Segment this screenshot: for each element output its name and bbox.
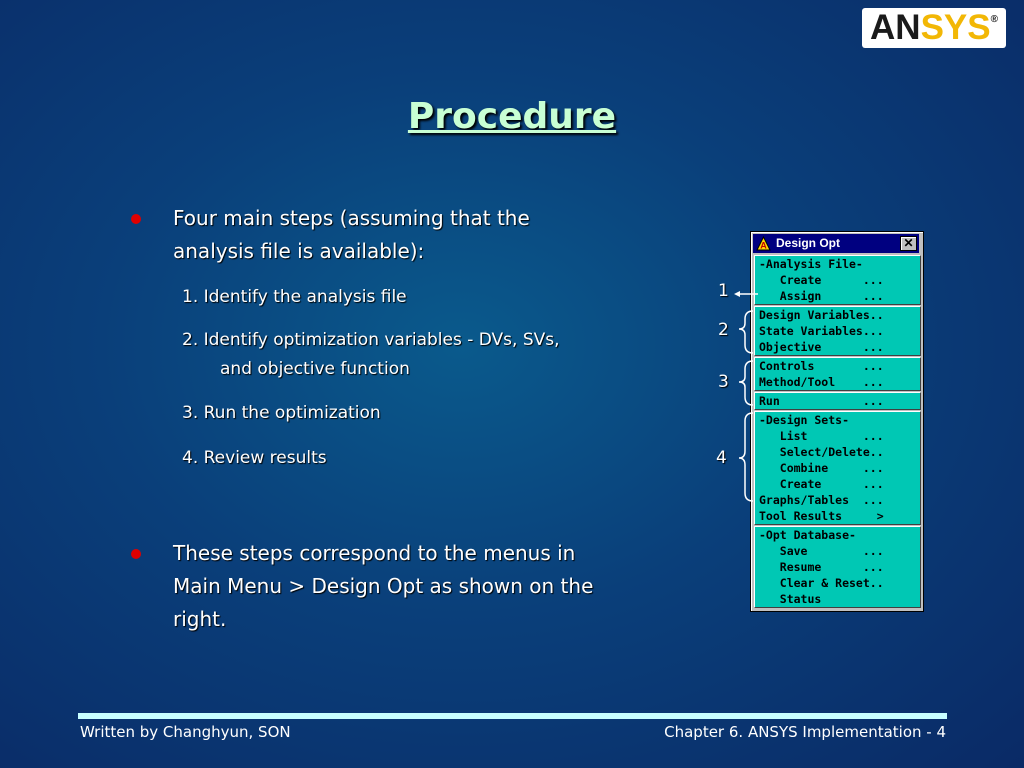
- design-opt-menu-window: [750, 231, 924, 612]
- ansys-warning-icon: [756, 236, 771, 251]
- menu-item-save[interactable]: Save ...: [759, 544, 884, 558]
- menu-item-state-variables[interactable]: State Variables...: [759, 324, 884, 338]
- slide-title: Procedure: [407, 96, 617, 137]
- menu-group-controls: [754, 357, 921, 391]
- menu-title: Design Opt: [776, 236, 841, 250]
- menu-group-design-sets: [754, 411, 921, 525]
- menu-item-graphs-tables[interactable]: Graphs/Tables ...: [759, 493, 884, 507]
- label-step-4: 4: [716, 448, 727, 468]
- menu-item-create-sets[interactable]: Create ...: [759, 477, 884, 491]
- menu-item-select-delete[interactable]: Select/Delete..: [759, 445, 884, 459]
- menu-titlebar[interactable]: [753, 234, 919, 253]
- bullet-line: right.: [173, 607, 227, 631]
- footer-divider: [78, 713, 947, 719]
- label-step-3: 3: [718, 372, 729, 392]
- menu-heading-design-sets: -Design Sets-: [759, 413, 850, 427]
- logo-registered-mark: ®: [990, 14, 998, 25]
- bullet-line: These steps correspond to the menus in: [173, 541, 576, 565]
- bullet-menus-note: [173, 537, 673, 636]
- bullet-dot: [131, 549, 141, 559]
- menu-heading-analysis-file: -Analysis File-: [759, 257, 863, 271]
- menu-item-run[interactable]: Run ...: [759, 394, 884, 408]
- step-1: 1. Identify the analysis file: [182, 287, 407, 307]
- menu-group-analysis-file: [754, 255, 921, 305]
- menu-item-design-variables[interactable]: Design Variables..: [759, 308, 884, 322]
- step-4: 4. Review results: [182, 448, 327, 468]
- menu-item-objective[interactable]: Objective ...: [759, 340, 884, 354]
- label-step-1: 1: [718, 281, 729, 301]
- menu-group-opt-database: [754, 526, 921, 608]
- menu-item-create[interactable]: Create ...: [759, 273, 884, 287]
- menu-item-assign[interactable]: Assign ...: [759, 289, 884, 303]
- menu-item-combine[interactable]: Combine ...: [759, 461, 884, 475]
- menu-item-status[interactable]: Status: [759, 592, 822, 606]
- menu-item-resume[interactable]: Resume ...: [759, 560, 884, 574]
- brace-step-2: [739, 311, 753, 353]
- footer-author: Written by Changhyun, SON: [80, 723, 291, 741]
- close-button[interactable]: ✕: [900, 236, 917, 251]
- menu-heading-opt-database: -Opt Database-: [759, 528, 856, 542]
- logo-text-an: AN: [870, 8, 921, 47]
- svg-text:A: A: [760, 240, 767, 251]
- step-3: 3. Run the optimization: [182, 403, 381, 423]
- bullet-line: analysis file is available):: [173, 239, 425, 263]
- logo-text-sys: SYS: [920, 8, 991, 47]
- menu-item-list[interactable]: List ...: [759, 429, 884, 443]
- step-2: [182, 326, 662, 384]
- bullet-dot: [131, 214, 141, 224]
- bullet-line: Main Menu > Design Opt as shown on the: [173, 574, 594, 598]
- footer-chapter: Chapter 6. ANSYS Implementation - 4: [664, 723, 946, 741]
- menu-item-method-tool[interactable]: Method/Tool ...: [759, 375, 884, 389]
- brace-step-4: [739, 413, 753, 501]
- arrow-head-step-1: [734, 291, 740, 297]
- step-braces: [728, 285, 758, 505]
- bullet-four-steps: [173, 202, 673, 268]
- brace-step-3: [739, 361, 753, 405]
- menu-group-variables: [754, 306, 921, 356]
- label-step-2: 2: [718, 320, 729, 340]
- ansys-logo: [862, 8, 1006, 48]
- step-2-continuation: and objective function: [220, 359, 410, 379]
- bullet-line: Four main steps (assuming that the: [173, 206, 530, 230]
- menu-item-clear-reset[interactable]: Clear & Reset..: [759, 576, 884, 590]
- menu-group-run: [754, 392, 921, 410]
- menu-item-tool-results[interactable]: Tool Results >: [759, 509, 884, 523]
- step-2-text: 2. Identify optimization variables - DVs, SVs,: [182, 330, 560, 350]
- menu-item-controls[interactable]: Controls ...: [759, 359, 884, 373]
